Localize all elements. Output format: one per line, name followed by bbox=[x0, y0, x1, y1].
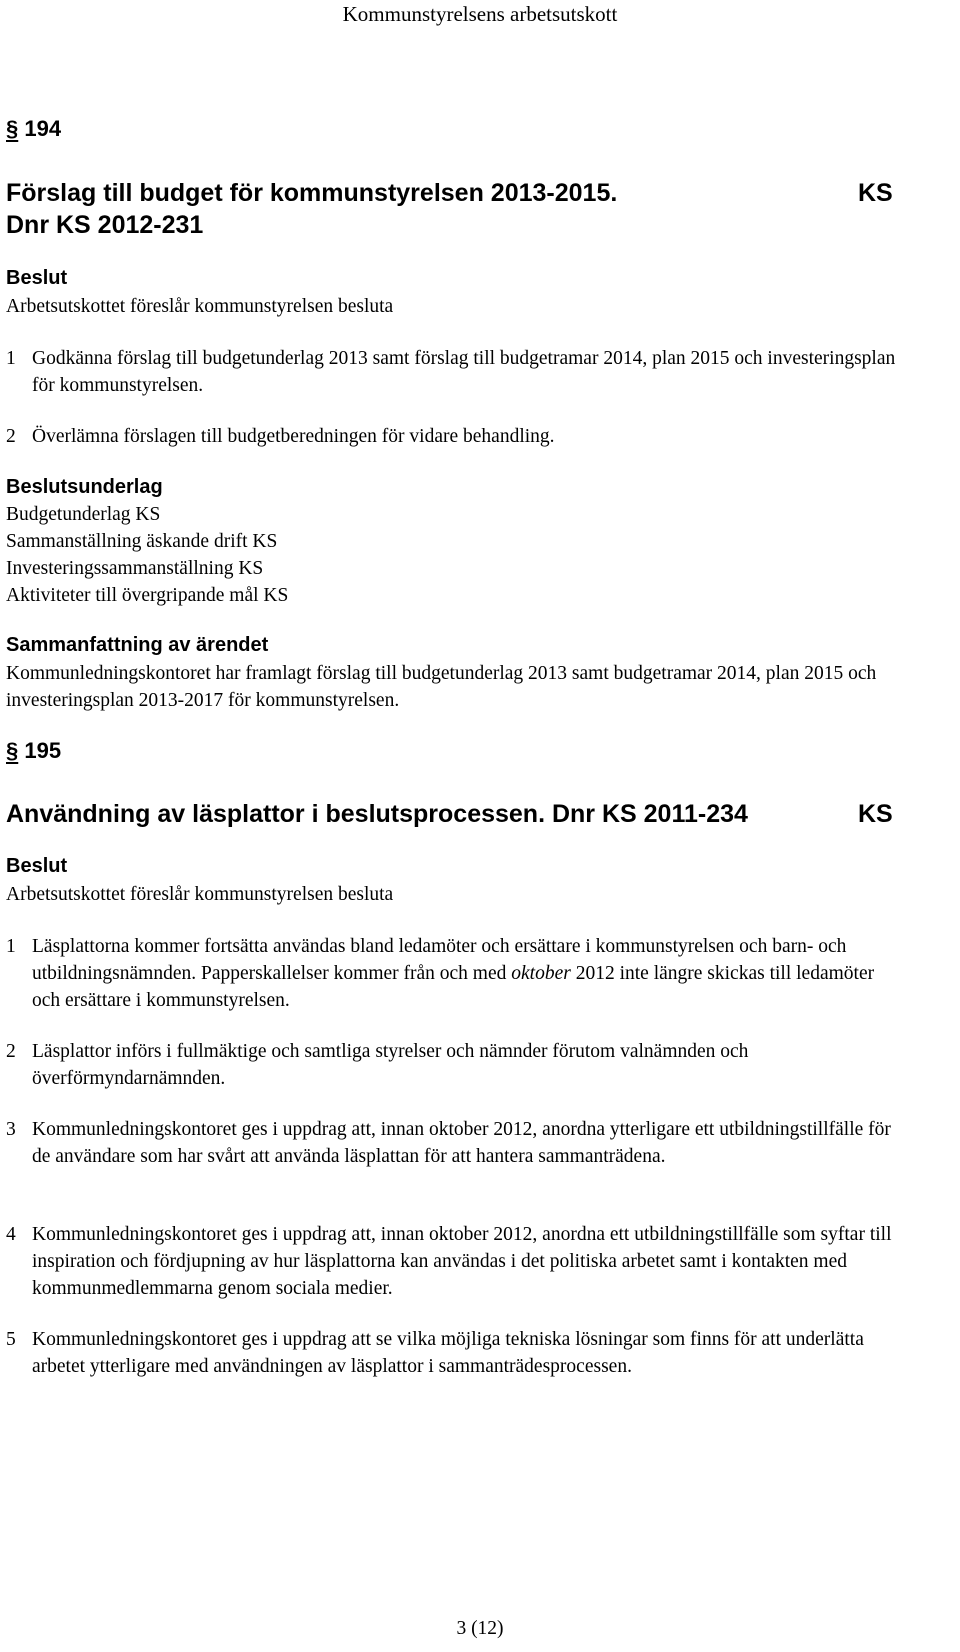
decision-item-number: 1 bbox=[6, 348, 16, 369]
page-header-title: Kommunstyrelsens arbetsutskott bbox=[342, 2, 618, 26]
decision-item-text: Kommunledningskontoret ges i uppdrag att se vilka möjliga tekniska lösningar som finns för att underlätta arbetet ytterligare med användningen av läsplattor i sammanträdesprocessen. bbox=[32, 1329, 864, 1377]
beslut-heading: Beslut bbox=[6, 267, 68, 289]
beslut-intro: Arbetsutskottet föreslår kommunstyrelsen besluta bbox=[6, 884, 394, 905]
sammanfattning-heading: Sammanfattning av ärendet bbox=[6, 634, 269, 656]
decision-item-text bbox=[32, 933, 906, 1014]
decision-item-text: Godkänna förslag till budgetunderlag 2013 samt förslag till budgetramar 2014, plan 2015 och investeringsplan för kommunstyrelsen. bbox=[32, 348, 896, 396]
paragraph-sign: § bbox=[6, 738, 19, 763]
underlag-item: Aktiviteter till övergripande mål KS bbox=[6, 585, 289, 606]
decision-item-number: 4 bbox=[6, 1224, 16, 1245]
decision-item-text-part: 2012 inte längre skickas till ledamöter och ersättare i kommunstyrelsen. bbox=[32, 963, 875, 1011]
paragraph-number: 194 bbox=[24, 116, 62, 141]
decision-item bbox=[6, 1221, 906, 1302]
underlag-list bbox=[6, 501, 288, 609]
decision-item bbox=[6, 423, 906, 450]
sammanfattning-text: Kommunledningskontoret har framlagt förslag till budgetunderlag 2013 samt budgetramar 2014, plan 2015 och investeringsplan 2013-2017 för kommunstyrelsen. bbox=[6, 663, 877, 711]
beslut-heading: Beslut bbox=[6, 855, 68, 877]
underlag-item: Sammanställning äskande drift KS bbox=[6, 531, 278, 552]
decision-item bbox=[6, 1116, 906, 1170]
item-194-dnr: Dnr KS 2012-231 bbox=[6, 211, 204, 239]
decision-item-text: Kommunledningskontoret ges i uppdrag att, innan oktober 2012, anordna ytterligare ett utbildningstillfälle för de användare som har svårt att använda läsplattan för att hantera sammanträdena. bbox=[32, 1119, 891, 1167]
decision-item-text-part: Läsplattorna kommer fortsätta användas bland ledamöter och ersättare i kommunstyrelsen och barn- och utbildningsnämnden. Papperskallelser kommer från och med bbox=[32, 936, 847, 984]
item-194-title: Förslag till budget för kommunstyrelsen 2013-2015. bbox=[6, 179, 618, 207]
decision-item-number: 2 bbox=[6, 426, 16, 447]
underlag-item: Budgetunderlag KS bbox=[6, 504, 161, 525]
ks-tag: KS bbox=[858, 179, 893, 207]
decision-item-text: Överlämna förslagen till budgetberedningen för vidare behandling. bbox=[32, 426, 555, 447]
decision-item bbox=[6, 345, 906, 399]
paragraph-194-heading bbox=[6, 114, 61, 144]
ks-tag: KS bbox=[858, 800, 893, 828]
item-195-title: Användning av läsplattor i beslutsprocessen. Dnr KS 2011-234 bbox=[6, 800, 748, 828]
decision-item-text: Läsplattor införs i fullmäktige och samtliga styrelser och nämnder förutom valnämnden och överförmyndarnämnden. bbox=[32, 1041, 749, 1089]
decision-item bbox=[6, 1326, 906, 1380]
paragraph-195-heading bbox=[6, 736, 61, 766]
beslutsunderlag-heading: Beslutsunderlag bbox=[6, 476, 163, 498]
beslut-intro: Arbetsutskottet föreslår kommunstyrelsen besluta bbox=[6, 296, 394, 317]
decision-item-number: 5 bbox=[6, 1329, 16, 1350]
decision-item-text: Kommunledningskontoret ges i uppdrag att, innan oktober 2012, anordna ett utbildningstillfälle som syftar till inspiration och fördjupning av hur läsplattorna kan användas i det politiska arbetet samt i kontakten med kommunmedlemmarna genom sociala medier. bbox=[32, 1224, 892, 1299]
decision-item bbox=[6, 1038, 906, 1092]
decision-item-emphasis: oktober bbox=[511, 963, 571, 984]
decision-item-number: 2 bbox=[6, 1041, 16, 1062]
paragraph-number: 195 bbox=[24, 738, 62, 763]
page-number: 3 (12) bbox=[456, 1618, 504, 1639]
decision-item bbox=[6, 933, 906, 1014]
paragraph-sign: § bbox=[6, 116, 19, 141]
decision-item-number: 1 bbox=[6, 936, 16, 957]
decision-item-number: 3 bbox=[6, 1119, 16, 1140]
underlag-item: Investeringssammanställning KS bbox=[6, 558, 264, 579]
